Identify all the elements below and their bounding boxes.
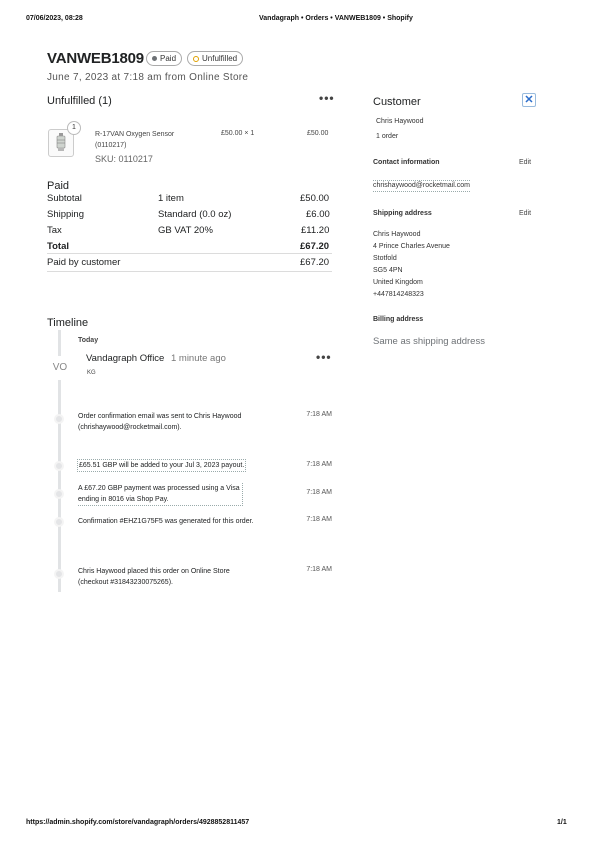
timeline-dot	[54, 489, 64, 499]
product-price-qty: £50.00 × 1	[221, 130, 255, 137]
timeline-today: Today	[78, 337, 99, 344]
tax-amount: £11.20	[301, 225, 330, 236]
comment-more-horizontal-icon[interactable]: •••	[316, 350, 332, 364]
payment-heading: Paid	[47, 180, 70, 192]
timeline-event: Order confirmation email was sent to Chris Haywood (chrishaywood@rocketmail.com).	[78, 413, 242, 431]
subtotal-amount: £50.00	[300, 193, 330, 204]
timeline-event-time: 7:18 AM	[306, 566, 332, 573]
shipping-address: Chris Haywood 4 Prince Charles Avenue Stotfold SG5 4PN United Kingdom +447814248323	[373, 231, 450, 298]
shipping-amount: £6.00	[306, 209, 330, 220]
avatar: VO	[48, 356, 72, 380]
status-badge-paid: Paid	[146, 51, 182, 66]
paid-by-label: Paid by customer	[47, 257, 121, 268]
timeline-event-time: 7:18 AM	[306, 411, 332, 418]
product-line-total: £50.00	[307, 130, 329, 137]
tax-label: Tax	[47, 225, 62, 236]
print-datetime: 07/06/2023, 08:28	[26, 15, 83, 22]
comment-author: Vandagraph Office	[86, 353, 165, 364]
timeline-dot	[54, 414, 64, 424]
timeline-event-time: 7:18 AM	[306, 461, 332, 468]
subtotal-desc: 1 item	[158, 193, 184, 204]
timeline-event-time: 7:18 AM	[306, 516, 332, 523]
more-horizontal-icon[interactable]: •••	[319, 91, 335, 105]
payment-divider-bottom	[47, 271, 332, 272]
paid-by-amount: £67.20	[300, 257, 330, 268]
customer-orders-count[interactable]: 1 order	[376, 133, 399, 140]
timeline-event[interactable]: £65.51 GBP will be added to your Jul 3, 2023 payout.	[77, 459, 246, 472]
order-title: VANWEB1809	[47, 50, 144, 67]
print-page-title: Vandagraph • Orders • VANWEB1809 • Shopify	[259, 15, 413, 22]
shipping-label: Shipping	[47, 209, 84, 220]
quantity-badge: 1	[67, 121, 81, 135]
product-name[interactable]: R-17VAN Oxygen Sensor (0110217)	[95, 131, 175, 149]
edit-shipping-button[interactable]: Edit	[519, 210, 532, 217]
shipping-desc: Standard (0.0 oz)	[158, 209, 232, 220]
timeline-event[interactable]: A £67.20 GBP payment was processed using a Visa ending in 8016 via Shop Pay.	[78, 483, 243, 506]
paid-dot-icon	[152, 56, 157, 61]
subtotal-label: Subtotal	[47, 193, 82, 204]
comment-ago: 1 minute ago	[170, 353, 226, 364]
timeline-dot	[54, 517, 64, 527]
order-subtitle: June 7, 2023 at 7:18 am from Online Store	[47, 72, 249, 83]
comment-header	[86, 353, 226, 364]
unfulfilled-heading: Unfulfilled (1)	[47, 95, 112, 107]
timeline-heading: Timeline	[47, 317, 89, 329]
customer-name-link[interactable]: Chris Haywood	[376, 118, 424, 125]
close-icon[interactable]: ✕	[522, 93, 536, 107]
payment-divider	[47, 253, 332, 254]
timeline-event: Confirmation #EHZ1G75F5 was generated for this order.	[78, 518, 254, 525]
unfulfilled-dot-icon	[193, 56, 199, 62]
comment-body: KG	[87, 370, 96, 376]
customer-email-link[interactable]: chrishaywood@rocketmail.com	[373, 180, 470, 192]
timeline-dot	[54, 461, 64, 471]
status-badge-unfulfilled: Unfulfilled	[187, 51, 243, 66]
timeline-event: Chris Haywood placed this order on Online Store (checkout #31843230075265).	[78, 568, 230, 586]
timeline-event-time: 7:18 AM	[306, 489, 332, 496]
print-url: https://admin.shopify.com/store/vandagraph/orders/4928852811457	[26, 819, 250, 826]
print-page-number: 1/1	[557, 819, 567, 826]
edit-contact-button[interactable]: Edit	[519, 159, 532, 166]
total-label: Total	[47, 241, 69, 252]
contact-info-heading: Contact information	[373, 159, 440, 166]
timeline-dot	[54, 569, 64, 579]
product-sku: SKU: 0110217	[95, 154, 153, 164]
tax-desc: GB VAT 20%	[158, 225, 213, 236]
billing-address-heading: Billing address	[373, 316, 424, 323]
customer-heading: Customer	[373, 96, 421, 108]
shipping-address-heading: Shipping address	[373, 210, 432, 217]
total-amount: £67.20	[300, 241, 330, 252]
billing-address-text: Same as shipping address	[373, 336, 485, 347]
